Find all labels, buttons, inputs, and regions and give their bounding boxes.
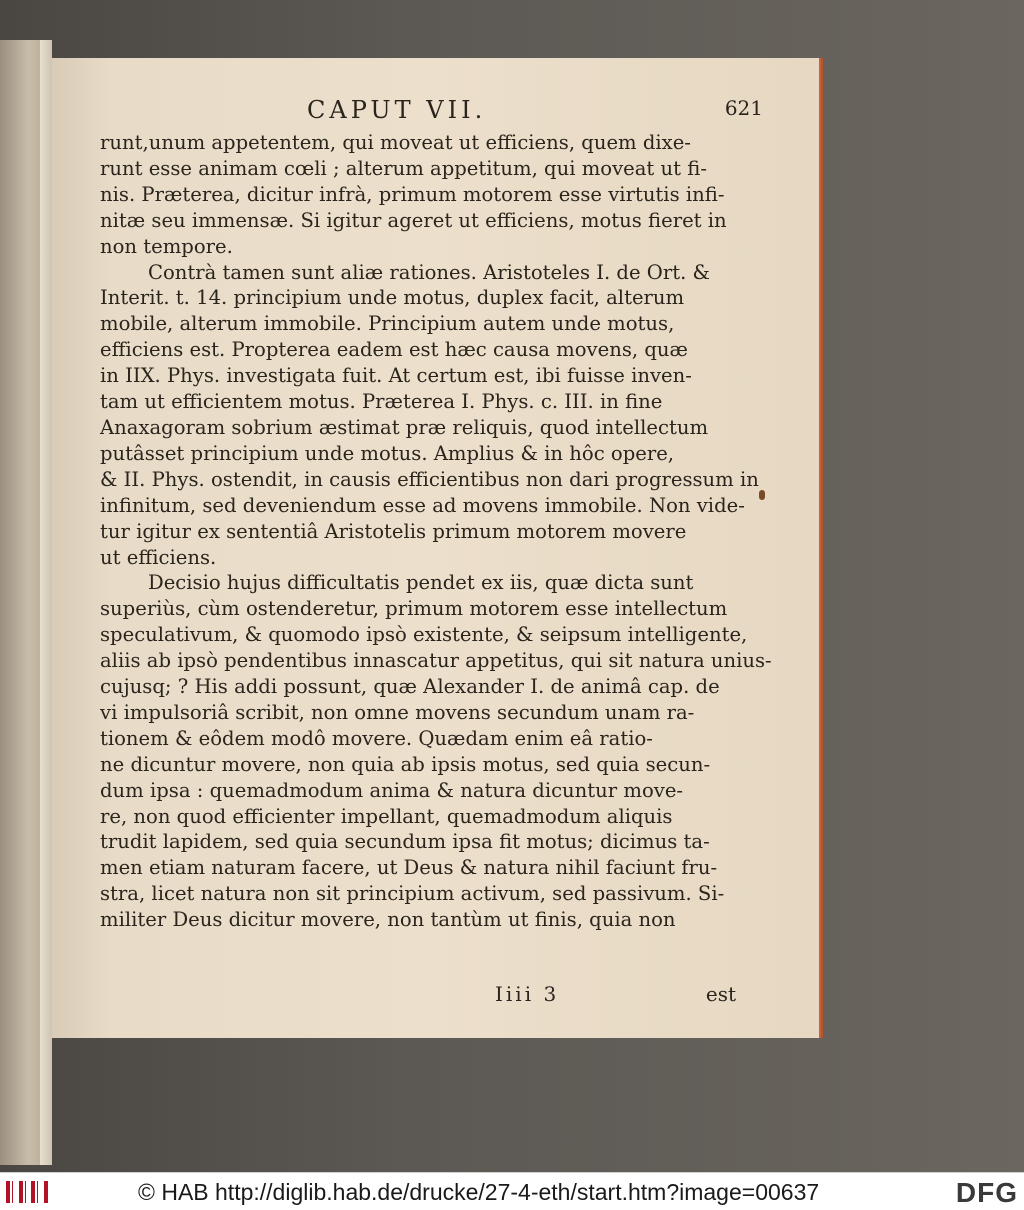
text-line: in IIX. Phys. investigata fuit. At certum est, ibi fuisse inven- (100, 364, 692, 388)
text-line: putâsset principium unde motus. Amplius & in hôc opere, (100, 441, 675, 465)
text-line: men etiam naturam facere, ut Deus & natura nihil faciunt fru- (100, 856, 718, 880)
running-title: CAPUT VII. (307, 96, 487, 124)
text-line: tur igitur ex sententiâ Aristotelis primum motorem movere (100, 519, 687, 543)
text-line: Decisio hujus difficultatis pendet ex iis, quæ dicta sunt (148, 571, 694, 595)
page-footer (100, 982, 736, 1012)
text-line: cujusq; ? His addi possunt, quæ Alexander I. de animâ cap. de (100, 675, 720, 699)
hab-logo-icon (6, 1181, 48, 1203)
text-line: mobile, alterum immobile. Principium autem unde motus, (100, 312, 675, 336)
body-text (100, 130, 772, 933)
text-line: aliis ab ipsò pendentibus innascatur appetitus, qui sit natura unius- (100, 649, 772, 673)
folio-number: 621 (724, 96, 763, 120)
text-line: tionem & eôdem modô movere. Quædam enim eâ ratio- (100, 726, 653, 750)
text-line: Contrà tamen sunt aliæ rationes. Aristoteles I. de Ort. & (148, 260, 710, 284)
catchword: est (705, 982, 736, 1006)
text-line: dum ipsa : quemadmodum anima & natura dicuntur move- (100, 778, 684, 802)
text-line: speculativum, & quomodo ipsò existente, & seipsum intelligente, (100, 623, 748, 647)
text-line: trudit lapidem, sed quia secundum ipsa fit motus; dicimus ta- (100, 830, 710, 854)
text-line: Anaxagoram sobrium æstimat præ reliquis, quod intellectum (100, 415, 709, 439)
text-line: tam ut efficientem motus. Præterea I. Phys. c. III. in fine (100, 390, 663, 414)
text-line: re, non quod efficienter impellant, quemadmodum aliquis (100, 804, 673, 828)
text-line: stra, licet natura non sit principium activum, sed passivum. Si- (100, 882, 725, 906)
signature-mark: Iiii 3 (495, 982, 560, 1006)
text-line: ne dicuntur movere, non quia ab ipsis motus, sed quia secun- (100, 752, 711, 776)
text-line: infinitum, sed deveniendum esse ad movens immobile. Non vide- (100, 493, 745, 517)
ink-spot (759, 490, 765, 500)
text-line: & II. Phys. ostendit, in causis efficientibus non dari progressum in (100, 467, 759, 491)
text-line: runt esse animam cœli ; alterum appetitum, qui moveat ut fi- (100, 156, 707, 180)
text-line: vi impulsoriâ scribit, non omne movens secundum unam ra- (100, 700, 695, 724)
dfg-logo: DFG (955, 1177, 1018, 1208)
page-text (52, 58, 819, 1038)
text-line: non tempore. (100, 234, 233, 258)
text-line: nis. Præterea, dicitur infrà, primum motorem esse virtutis infi- (100, 182, 725, 206)
binding-edge (40, 40, 52, 1165)
book-page (52, 58, 819, 1038)
text-line: nitæ seu immensæ. Si igitur ageret ut efficiens, motus fieret in (100, 208, 727, 232)
text-line: ut efficiens. (100, 545, 217, 569)
page-header (52, 96, 819, 126)
text-line: Interit. t. 14. principium unde motus, duplex facit, alterum (100, 286, 685, 310)
credit-text[interactable]: © HAB http://diglib.hab.de/drucke/27-4-eth/start.htm?image=00637 (138, 1179, 820, 1205)
text-line: runt,unum appetentem, qui moveat ut efficiens, quem dixe- (100, 131, 691, 154)
credit-bar (0, 1172, 1024, 1210)
text-line: efficiens est. Propterea eadem est hæc causa movens, quæ (100, 338, 688, 362)
text-line: militer Deus dicitur movere, non tantùm ut finis, quia non (100, 908, 676, 932)
text-line: superiùs, cùm ostenderetur, primum motorem esse intellectum (100, 597, 728, 621)
